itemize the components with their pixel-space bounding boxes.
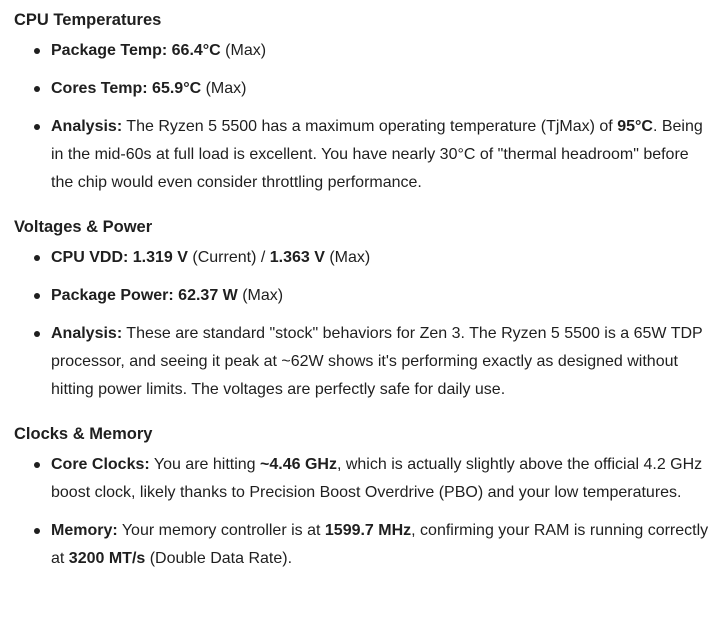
bold-text: 1599.7 MHz xyxy=(324,522,412,539)
section-heading: Clocks & Memory xyxy=(14,425,153,443)
text-run: (Max) xyxy=(220,42,267,59)
section-voltages-power xyxy=(14,216,710,404)
text-run: , which is actually slightly above the official 4.2 GHz boost clock, likely thanks to Precision Boost Overdrive (PBO) and your low temperatures. xyxy=(51,456,703,501)
bullet-list xyxy=(14,37,710,197)
list-item-cpu-vdd xyxy=(14,244,710,272)
list-item-package-temp xyxy=(14,37,710,65)
bold-text: 95°C xyxy=(617,118,653,135)
bullet-list xyxy=(14,451,710,573)
bold-text: CPU VDD: 1.319 V xyxy=(51,249,188,266)
bold-text: Analysis: xyxy=(51,325,123,342)
bold-text: Cores Temp: 65.9°C xyxy=(51,80,202,97)
list-item-temp-analysis xyxy=(14,113,710,197)
text-run: The Ryzen 5 5500 has a maximum operating temperature (TjMax) of xyxy=(122,118,618,135)
section-heading: Voltages & Power xyxy=(14,218,153,236)
text-run: (Max) xyxy=(237,287,284,304)
text-run: , confirming your RAM is running correctly at xyxy=(51,522,709,567)
bold-text: 1.363 V xyxy=(269,249,325,266)
text-run: These are standard "stock" behaviors for Zen 3. The Ryzen 5 5500 is a 65W TDP processor, and seeing it peak at ~62W shows it's performing exactly as designed without hitting power limits. The voltages are perfectly safe for daily use. xyxy=(51,325,703,398)
section-cpu-temperatures xyxy=(14,9,710,197)
bold-text: Analysis: xyxy=(51,118,123,135)
text-run: (Max) xyxy=(324,249,371,266)
list-item-memory xyxy=(14,517,710,573)
bold-text: Package Power: 62.37 W xyxy=(51,287,238,304)
text-run: (Double Data Rate). xyxy=(145,550,293,567)
list-item-power-analysis xyxy=(14,320,710,404)
text-run: (Max) xyxy=(201,80,247,97)
bold-text: ~4.46 GHz xyxy=(260,456,337,473)
text-run: (Current) / xyxy=(187,249,270,266)
bold-text: Package Temp: 66.4°C xyxy=(51,42,221,59)
bullet-list xyxy=(14,244,710,404)
list-item-core-clocks xyxy=(14,451,710,507)
text-run: You are hitting xyxy=(149,456,261,473)
text-run: . Being in the mid-60s at full load is excellent. You have nearly 30°C of "thermal headroom" before the chip would even consider throttling performance. xyxy=(51,118,703,191)
list-item-cores-temp xyxy=(14,75,710,103)
bold-text: 3200 MT/s xyxy=(68,550,146,567)
bold-text: Core Clocks: xyxy=(51,456,150,473)
text-run: Your memory controller is at xyxy=(117,522,325,539)
list-item-package-power xyxy=(14,282,710,310)
section-clocks-memory xyxy=(14,423,710,573)
section-heading: CPU Temperatures xyxy=(14,11,162,29)
bold-text: Memory: xyxy=(51,522,118,539)
